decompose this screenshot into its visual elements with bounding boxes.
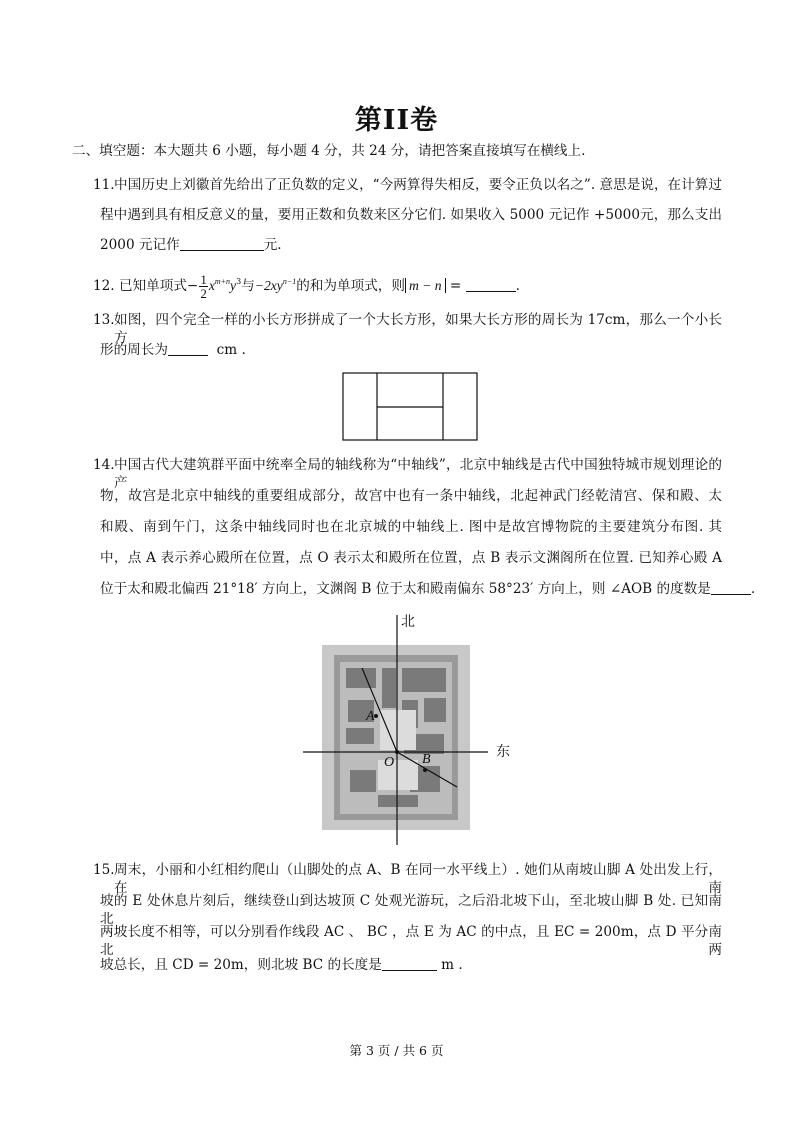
label-O: O	[384, 755, 395, 770]
answer-blank[interactable]	[180, 236, 264, 251]
forbidden-city-map	[300, 610, 520, 850]
question-text-last	[100, 341, 246, 359]
answer-blank[interactable]	[382, 956, 437, 971]
rectangles-figure	[340, 370, 482, 444]
question-number: 11.	[93, 177, 115, 193]
question-number: 13.	[93, 312, 115, 328]
text: 与	[241, 278, 255, 294]
point-O	[395, 750, 399, 754]
question-text: 中，点 A 表示养心殿所在位置，点 O 表示太和殿所在位置，点 B 表示文渊阁所在位置. 已知养心殿 A	[100, 550, 722, 566]
text: .	[750, 581, 756, 597]
question-text: 物，故宫是北京中轴线的重要组成部分，故宫中也有一条中轴线，北起神武门经乾清宫、保和殿、太	[100, 488, 722, 504]
question-text: 如图，四个完全一样的小长方形拼成了一个大长方形，如果大长方形的周长为 17cm，那么一个小长方	[114, 312, 722, 346]
denominator: 2	[200, 286, 207, 301]
text: 坡总长，且 CD = 20m，则北坡 BC 的长度是	[100, 957, 382, 973]
text: 形的周长为	[100, 342, 168, 358]
label-B: B	[422, 752, 431, 767]
question-text: 坡的 E 处休息片刻后，继续登山到达坡顶 C 处观光游玩，之后沿北坡下山，至北坡山脚 B 处. 已知南北	[100, 893, 722, 927]
exp: 3	[236, 277, 242, 286]
question-12	[93, 273, 520, 300]
north-label: 北	[401, 614, 415, 630]
text: 元.	[263, 237, 282, 253]
page-footer: 第 3 页 / 共 6 页	[349, 1043, 444, 1058]
text: 已知单项式	[118, 278, 187, 294]
question-number: 15.	[93, 862, 115, 878]
var: x	[208, 278, 215, 293]
text: 2000 元记作	[100, 237, 180, 253]
text: 的和为单项式，则	[296, 278, 405, 294]
east-label: 东	[496, 744, 510, 760]
question-text: 程中遇到具有相反意义的量，要用正数和负数来区分它们. 如果收入 5000 元记作 +5000元，那么支出	[100, 207, 722, 223]
exp: n−1	[282, 277, 297, 286]
minus: −	[186, 278, 199, 294]
text: cm .	[216, 342, 246, 358]
question-text: 中国古代大建筑群平面中统率全局的轴线称为“中轴线”，北京中轴线是古代中国独特城市规划理论的产	[114, 457, 722, 491]
answer-blank[interactable]	[466, 277, 516, 292]
var: y	[230, 278, 237, 293]
abs-expr: m − n	[405, 278, 446, 293]
label-A: A	[366, 709, 375, 724]
question-text: 周末，小丽和小红相约爬山（山脚处的点 A、B 在同一水平线上）. 她们从南坡山脚 A 处出发上行，在南	[114, 862, 722, 896]
section-heading: 二、填空题：本大题共 6 小题，每小题 4 分，共 24 分，请把答案直接填写在横线上.	[72, 143, 586, 159]
answer-blank[interactable]	[711, 580, 751, 595]
question-text: 和殿、南到午门，这条中轴线同时也在北京城的中轴线上. 图中是故宫博物院的主要建筑分布图. 其	[100, 519, 722, 535]
question-number: 14.	[93, 457, 115, 473]
question-text: 两坡长度不相等，可以分别看作线段 AC 、 BC ，点 E 为 AC 的中点，且 EC = 200m，点 D 平分南北两	[100, 924, 722, 958]
page-title: 第II卷	[354, 105, 439, 136]
text: 位于太和殿北偏西 21°18′ 方向上，文渊阁 B 位于太和殿南偏东 58°23′ 方向上，则 ∠AOB 的度数是	[100, 581, 711, 597]
question-number: 12.	[93, 278, 115, 294]
answer-blank[interactable]	[168, 341, 208, 356]
text: m .	[441, 957, 463, 973]
question-text-last	[100, 956, 463, 974]
eq: =	[445, 278, 466, 294]
question-text-last	[100, 236, 282, 254]
text: .	[515, 278, 520, 294]
question-text-last	[100, 580, 755, 598]
question-text: 中国历史上刘徽首先给出了正负数的定义，“今两算得失相反，要令正负以名之”. 意思是说，在计算过	[114, 177, 722, 193]
fraction	[199, 273, 208, 300]
numerator: 1	[200, 272, 207, 287]
term: −2xy	[254, 278, 283, 293]
exp: m+n	[214, 277, 231, 286]
